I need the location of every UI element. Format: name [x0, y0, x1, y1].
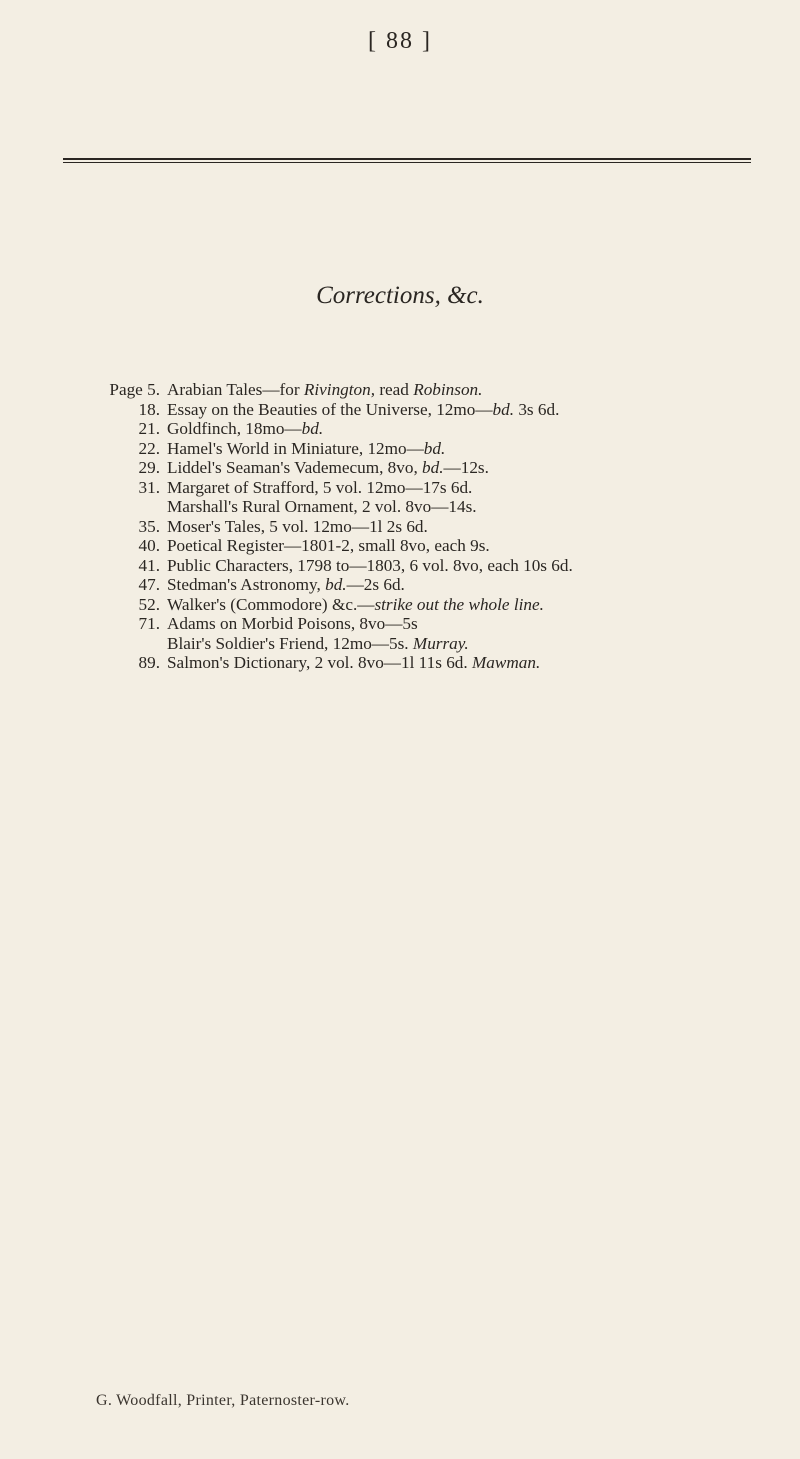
page-reference: Page 5. [109, 380, 160, 399]
entry-text: Goldfinch, 18mo—bd. [167, 419, 324, 438]
page-reference [121, 497, 167, 517]
entry-text: Margaret of Strafford, 5 vol. 12mo—17s 6d. [167, 477, 473, 497]
page-reference: 22. [138, 438, 160, 458]
entry-text: Stedman's Astronomy, bd.—2s 6d. [167, 575, 405, 594]
list-item [121, 478, 761, 498]
page-reference: 41. [138, 555, 160, 575]
header-rule [63, 158, 751, 163]
page-reference: 21. [138, 419, 160, 438]
page-reference: 29. [138, 458, 160, 477]
entry-text: Walker's (Commodore) &c.—strike out the whole line. [167, 594, 544, 614]
page-reference: 47. [138, 575, 160, 594]
page-reference: 52. [138, 594, 160, 614]
entry-text: Adams on Morbid Poisons, 8vo—5s [167, 614, 418, 633]
entry-text: Arabian Tales—for Rivington, read Robinson. [167, 380, 483, 399]
list-item [121, 517, 761, 537]
corrections-list [109, 380, 761, 673]
page-reference [121, 634, 167, 654]
list-item [121, 439, 761, 459]
entry-text: Poetical Register—1801-2, small 8vo, each 9s. [167, 536, 490, 555]
list-item [121, 634, 761, 654]
page-reference: 35. [138, 516, 160, 536]
page-number: [ 88 ] [368, 28, 432, 54]
entry-text: Blair's Soldier's Friend, 12mo—5s. Murray. [167, 633, 469, 653]
page-reference: 89. [138, 653, 160, 672]
page-reference: 40. [138, 536, 160, 555]
page-reference: 31. [138, 477, 160, 497]
entry-text: Essay on the Beauties of the Universe, 12mo—bd. 3s 6d. [167, 399, 560, 419]
page-reference: 71. [138, 614, 160, 633]
list-item [121, 556, 761, 576]
entry-text: Hamel's World in Miniature, 12mo—bd. [167, 438, 446, 458]
entry-text: Salmon's Dictionary, 2 vol. 8vo—1l 11s 6d. Mawman. [167, 653, 541, 672]
entry-text: Liddel's Seaman's Vademecum, 8vo, bd.—12s. [167, 458, 489, 477]
entry-text: Moser's Tales, 5 vol. 12mo—1l 2s 6d. [167, 516, 428, 536]
page-title: Corrections, &c. [316, 282, 484, 309]
list-item [121, 400, 761, 420]
list-item [121, 458, 761, 478]
printer-imprint: G. Woodfall, Printer, Paternoster-row. [96, 1392, 350, 1409]
list-item [121, 497, 761, 517]
list-item [109, 380, 761, 400]
entry-text: Public Characters, 1798 to—1803, 6 vol. 8vo, each 10s 6d. [167, 555, 573, 575]
list-item [121, 614, 761, 634]
entry-text: Marshall's Rural Ornament, 2 vol. 8vo—14s. [167, 497, 477, 516]
page-reference: 18. [138, 399, 160, 419]
list-item [121, 419, 761, 439]
list-item [121, 536, 761, 556]
list-item [121, 653, 761, 673]
list-item [121, 575, 761, 595]
list-item [121, 595, 761, 615]
